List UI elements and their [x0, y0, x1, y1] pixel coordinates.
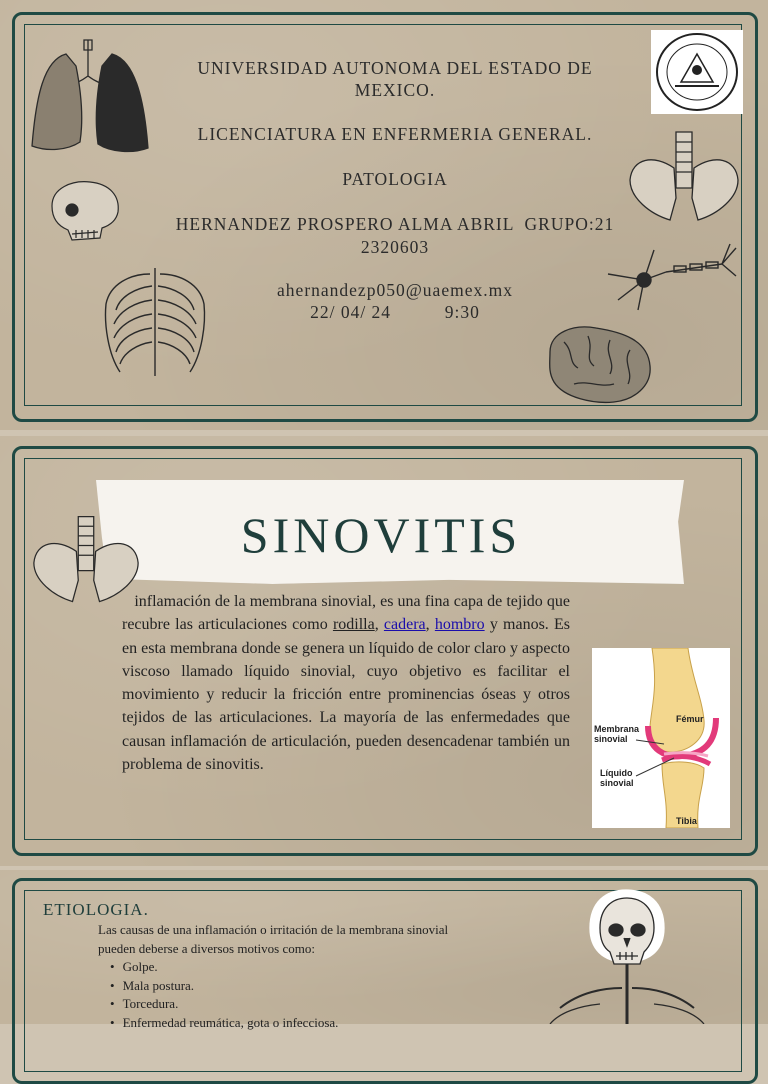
- student-line: HERNANDEZ PROSPERO ALMA ABRIL GRUPO:21: [175, 214, 615, 234]
- student-id: 2320603: [360, 237, 430, 257]
- email: ahernandezp050@uaemex.mx: [277, 280, 513, 300]
- label-tibia: Tibia: [676, 816, 697, 826]
- subject-name: PATOLOGIA: [342, 169, 448, 189]
- slide-title: SINOVITIS: [240, 507, 522, 563]
- etiology-title: ETIOLOGIA.: [43, 900, 149, 919]
- definition-paragraph: [122, 590, 570, 776]
- label-femur: Fémur: [676, 714, 704, 724]
- skeleton-illustration: [540, 888, 716, 1024]
- label-membrana: Membrana sinovial: [594, 724, 640, 744]
- link-rodilla[interactable]: rodilla: [332, 616, 375, 634]
- sep-2: ,: [425, 616, 435, 634]
- brain-illustration: [544, 322, 654, 408]
- program-name: LICENCIATURA EN ENFERMERIA GENERAL.: [197, 124, 593, 144]
- link-cadera[interactable]: cadera: [383, 616, 426, 634]
- definition-text-2: y manos. Es en esta membrana donde se genera un líquido de color claro y aspecto viscoso llamado líquido sinovial, cuyo objetivo es facilitar el movimiento y reducir la fricción entre prominencias óseas y otros tejidos de las articulaciones. La mayoría de las enfermedades que causan inflamación de articulación, pueden desencadenar también un problema de sinovitis.: [122, 616, 571, 774]
- etiology-intro: Las causas de una inflamación o irritación de la membrana sinovial pueden deberse a diversos motivos como:: [98, 922, 449, 956]
- university-seal: [651, 30, 743, 114]
- cause-item: • Mala postura.: [110, 977, 338, 996]
- etiology-causes-list: [110, 958, 338, 1032]
- slide-1: [0, 0, 768, 430]
- label-liquido: Líquido sinovial: [600, 768, 634, 788]
- definition-text-1: inflamación de la membrana sinovial, es una fina capa de tejido que recubre las articulaciones como: [122, 593, 571, 634]
- lungs-illustration: [28, 36, 152, 160]
- skull-illustration: [42, 176, 122, 246]
- cause-item: • Enfermedad reumática, gota o infecciosa.: [110, 1014, 338, 1033]
- pelvis-illustration: [626, 128, 742, 228]
- cause-item: • Golpe.: [110, 958, 338, 977]
- sep-1: ,: [374, 616, 384, 634]
- university-name: UNIVERSIDAD AUTONOMA DEL ESTADO DE MEXICO.: [197, 58, 593, 100]
- knee-diagram: [592, 648, 730, 828]
- link-hombro[interactable]: hombro: [434, 616, 485, 634]
- cause-item: • Torcedura.: [110, 995, 338, 1014]
- date-time: 22/ 04/ 24 9:30: [310, 302, 480, 322]
